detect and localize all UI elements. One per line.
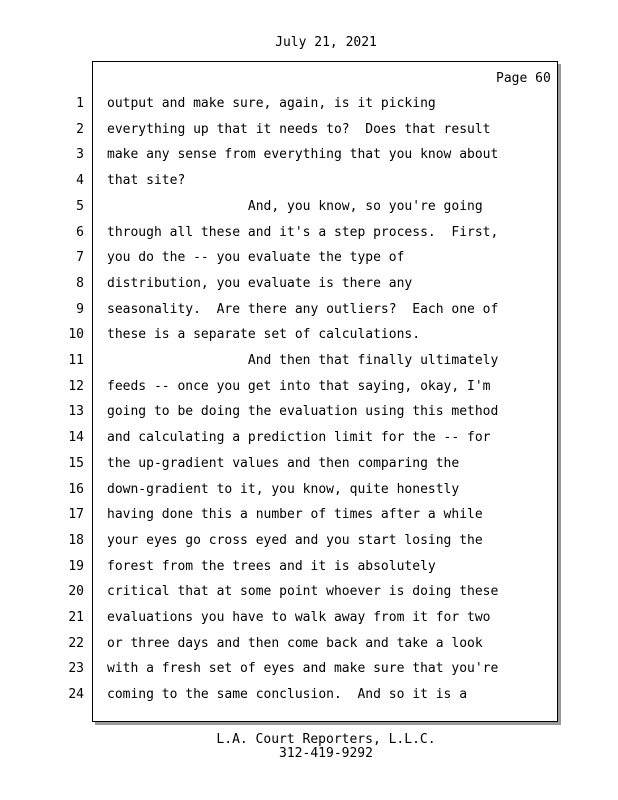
- line-number: 21: [68, 610, 84, 625]
- line-number: 13: [68, 404, 84, 420]
- line-number: 5: [76, 198, 84, 214]
- transcript-date: July 21, 2021: [275, 35, 377, 50]
- line-number: 3: [76, 147, 84, 163]
- line-text: your eyes go cross eyed and you start losing the: [107, 532, 483, 548]
- line-number: 9: [76, 301, 84, 317]
- line-text: forest from the trees and it is absolutely: [107, 558, 436, 574]
- line-text: coming to the same conclusion. And so it is a: [107, 687, 468, 703]
- line-number: 18: [68, 532, 84, 548]
- line-number: 4: [76, 173, 84, 189]
- line-text: having done this a number of times after a while: [107, 507, 483, 523]
- line-number: 2: [76, 121, 84, 137]
- line-number: 12: [68, 378, 84, 394]
- line-number: 14: [68, 430, 84, 446]
- line-text: make any sense from everything that you know about: [107, 147, 499, 163]
- line-text: distribution, you evaluate is there any: [107, 275, 413, 291]
- line-text: going to be doing the evaluation using this method: [107, 404, 499, 420]
- line-text: evaluations you have to walk away from it for two: [107, 610, 491, 625]
- line-text: everything up that it needs to? Does that result: [107, 121, 491, 137]
- line-number: 24: [68, 687, 84, 703]
- line-number: 19: [68, 558, 84, 574]
- line-text: And, you know, so you're going: [107, 198, 483, 214]
- line-number: 15: [68, 455, 84, 471]
- line-number: 20: [68, 584, 84, 600]
- line-text: you do the -- you evaluate the type of: [107, 250, 405, 266]
- footer-company: L.A. Court Reporters, L.L.C.: [216, 732, 436, 747]
- line-text: with a fresh set of eyes and make sure that you're: [107, 661, 499, 677]
- line-number: 23: [68, 661, 84, 677]
- line-text: the up-gradient values and then comparing the: [107, 455, 460, 471]
- line-number: 10: [68, 327, 84, 343]
- line-text: seasonality. Are there any outliers? Each one of: [107, 301, 499, 317]
- line-text: output and make sure, again, is it picking: [107, 96, 436, 111]
- line-number: 22: [68, 635, 84, 651]
- line-text: through all these and it's a step process. First,: [107, 224, 499, 240]
- line-text: And then that finally ultimately: [107, 353, 499, 368]
- line-number: 8: [76, 275, 84, 291]
- line-text: feeds -- once you get into that saying, okay, I'm: [107, 378, 491, 394]
- footer-phone: 312-419-9292: [279, 746, 373, 761]
- line-number: 11: [68, 353, 84, 368]
- line-number: 1: [76, 96, 84, 111]
- page-number: Page 60: [496, 71, 551, 86]
- line-text: these is a separate set of calculations.: [107, 327, 421, 343]
- line-text: down-gradient to it, you know, quite honestly: [107, 481, 460, 497]
- line-number: 6: [76, 224, 84, 240]
- line-text: and calculating a prediction limit for the -- for: [107, 430, 491, 446]
- line-text: critical that at some point whoever is doing these: [107, 584, 499, 600]
- line-number: 16: [68, 481, 84, 497]
- line-number: 7: [76, 250, 84, 266]
- line-text: that site?: [107, 173, 186, 189]
- line-text: or three days and then come back and take a look: [107, 635, 483, 651]
- line-number: 17: [68, 507, 84, 523]
